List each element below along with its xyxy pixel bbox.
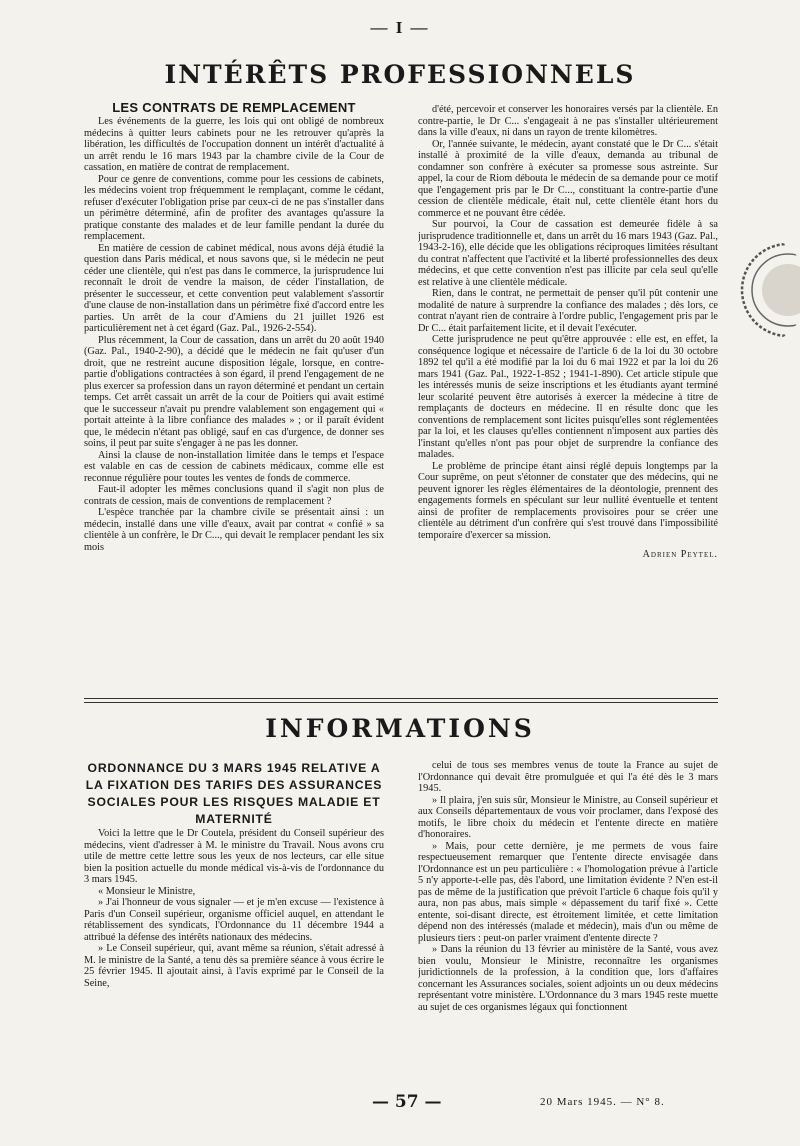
paragraph: Or, l'année suivante, le médecin, ayant constaté que le Dr C... s'était installé à proximité de la ville d'eaux, demanda au tribunal de condamner son confrère à exécuter sa promesse sous astreinte. Sur appel, la cour de Riom débouta le médecin de sa demande pour ce motif que l'engagement pris par le Dr C..., constituant la contre-partie d'une cession de clientèle médicale, était nul, cette clientèle étant hors du commerce et ne pouvant être cédée. — [418, 138, 718, 219]
column-right-ordonnance — [418, 760, 718, 1100]
paragraph: Pour ce genre de conventions, comme pour les cessions de cabinets, les médecins voient trop fréquemment le remplaçant, comme le cédant, refuser d'exécuter l'obligation prise par ceux-ci de ne pas s'installer dans un périmètre déterminé, afin de profiter des avantages qu'assure la pratique constante des malades et de leur famille pendant la durée du remplacement. — [84, 173, 384, 242]
paragraph: Faut-il adopter les mêmes conclusions quand il s'agit non plus de contrats de cession, mais de conventions de remplacement ? — [84, 484, 384, 507]
paragraph: » J'ai l'honneur de vous signaler — et je m'en excuse — l'existence à Paris d'un Conseil supérieur, organisme officiel auquel, en attendant le rétablissement des syndicats, l'Ordonnance du 11 décembre 1944 a attribué la défense des intérêts nationaux des médecins. — [84, 897, 384, 943]
section-title-informations: INFORMATIONS — [265, 714, 535, 743]
paragraph: Le problème de principe étant ainsi réglé depuis longtemps par la Cour suprême, on peut s'étonner de constater que des médecins, qui ne peuvent ignorer les règles élémentaires de la déontologie, prennent des engagements formels en spéculant sur leur nullité éventuelle et tentent ainsi de profiter de remplacements provisoires pour se créer une clientèle au détriment d'un confrère qui s'est trouvé dans l'impossibilité temporaire d'exercer sa mission. — [418, 460, 718, 541]
paragraph-group-right — [418, 760, 718, 1013]
paragraph: Voici la lettre que le Dr Coutela, président du Conseil supérieur des médecins, vient d'adresser à M. le ministre du Travail. Nous avons cru utile de mettre cette lettre sous les yeux de nos lecteurs, car elle situe bien la position actuelle du monde médical vis-à-vis de l'ordonnance du 3 mars 1945. — [84, 828, 384, 885]
paragraph: « Monsieur le Ministre, — [98, 885, 196, 897]
paragraph: Plus récemment, la Cour de cassation, dans un arrêt du 20 août 1940 (Gaz. Pal., 1940-2-90), a décidé que le médecin ne fait qu'user d'un droit, que ne restreint aucune disposition légale, lorsque, en contre-partie d'obligations contractées à son égard, il prend l'engagement de ne plus exercer sa profession dans un rayon déterminé et pendant un certain temps. Cet arrêt cassait un arrêt de la cour de Poitiers qui avait estimé que le successeur n'avait pu prendre valablement son engagement qui « portait atteinte à la libre confiance des malades » ; or il paraît évident que, le médecin n'étant pas obligé, sauf en cas d'urgence, de donner ses soins, il peut par suite s'engager à ne pas les donner. — [84, 334, 384, 449]
paragraph: Ainsi la clause de non-installation limitée dans le temps et l'espace est valable en cas de cession de cabinets médicaux, comme elle est reconnue régulière pour toutes les ventes de fonds de commerce. — [84, 449, 384, 484]
article-title-ordonnance: ORDONNANCE DU 3 MARS 1945 RELATIVE A LA FIXATION DES TARIFS DES ASSURANCES SOCIALES POUR LES RISQUES MALADIE ET MATERNITÉ — [85, 761, 383, 826]
column-left-contrats — [84, 100, 384, 675]
paragraph: Sur pourvoi, la Cour de cassation est demeurée fidèle à sa jurisprudence traditionnelle et, dans un arrêt du 16 mars 1943 (Gaz. Pal., 1943-2-16), elle décide que les obligations réciproques limitées résultant du contrat n'affectent que l'activité et la liberté professionnelles des deux médecins, et que cette convention n'est pas illicite par cela seul qu'elle est relative à une clientèle médicale. — [418, 219, 718, 288]
paragraph: » Mais, pour cette dernière, je me permets de vous faire respectueusement remarquer que l'entente directe envisagée dans l'Ordonnance est un peu particulière : « l'homologation prévue à l'article 5 n'y apporte-t-elle pas, dès l'abord, une limitation évidente ? N'en est-il pas de même de la justification que prévoit l'article 6 chaque fois qu'il y aura, non pas abus, mais simple « dépassement du tarif fixé ». Cette entente, soi-disant directe, est étroitement limitée, et cette limitation dépend non des intéressés (malade et médecin), mais d'un ou même de plusieurs tiers : peut-on parler vraiment d'entente directe ? — [418, 840, 718, 944]
section-divider — [84, 702, 718, 703]
issue-date: 20 Mars 1945. — N° 8. — [540, 1096, 665, 1108]
article-title-contrats: LES CONTRATS DE REMPLACEMENT — [112, 100, 356, 115]
column-left-ordonnance — [84, 760, 384, 1100]
library-stamp — [736, 240, 800, 340]
paragraph: » Le Conseil supérieur, qui, avant même sa réunion, s'était adressé à M. le ministre de la Santé, a tenu dès sa première séance à vous écrire le 25 février 1945. Il ajoutait ainsi, à l'avis exprimé par le Conseil de la Seine, — [84, 943, 384, 989]
paragraph: » Dans la réunion du 13 février au ministère de la Santé, vous avez bien voulu, Monsieur le Ministre, reconnaître les organismes juridictionnels de la profession, à la condition que, lors d'affaires concernant les Assurances sociales, soient adjoints un ou deux médecins représentant votre ministère. L'Ordonnance du 3 mars 1945 reste muette au sujet de ces organismes légaux qui fonctionnent — [418, 944, 718, 1013]
paragraph: L'espèce tranchée par la chambre civile se présentait ainsi : un médecin, installé dans une ville d'eaux, avait par contrat « confié » sa clientèle à un confrère, le Dr C..., qui devait le remplacer pendant les six mois — [84, 507, 384, 553]
section-title-interets: INTÉRÊTS PROFESSIONNELS — [164, 60, 636, 89]
paragraph: d'été, percevoir et conserver les honoraires versés par la clientèle. En contre-partie, le Dr C... s'engageait à ne pas s'installer ultérieurement dans la ville d'eaux, ni dans un rayon de trente kilomètres. — [418, 104, 718, 138]
page-footer — [0, 1092, 800, 1112]
column-right-contrats — [418, 104, 718, 700]
paragraph: celui de tous ses membres venus de toute la France au sujet de l'Ordonnance qui devait être promulguée et qui l'a été dès le 3 mars 1945. — [418, 760, 718, 794]
paragraph-group-left — [84, 116, 384, 553]
paragraph: Rien, dans le contrat, ne permettait de penser qu'il pût contenir une modalité de nature à surprendre la confiance des malades ; dès lors, ce contrat n'ayant rien de contraire à l'ordre public, l'engagement pris par le Dr C... était parfaitement licite, et il devait l'exécuter. — [418, 288, 718, 334]
stamp-seal-icon — [736, 240, 800, 340]
paragraph: Cette jurisprudence ne peut qu'être approuvée : elle est, en effet, la conséquence logique et nécessaire de l'article 6 de la loi du 30 octobre 1892 tel qu'il a été modifié par la loi du 6 mai 1922 et par la loi du 26 mars 1941 (Gaz. Pal., 1922-1-852 ; 1941-1-890). Cet article stipule que les intéressés munis de seize inscriptions et les étudiants ayant terminé leur scolarité peuvent être autorisés à exercer la médecine à titre de remplaçants de docteurs en médecine. Il en résulte donc que les conventions de remplacement sont licites puisqu'elles sont réglementées par la loi, et les clauses qu'elles contiennent n'imposent aux parties dès l'instant qu'elles n'ont pas pour objet de surprendre la confiance des malades. — [418, 334, 718, 460]
page-number: — 57 — — [372, 1092, 442, 1112]
running-head: — I — — [370, 18, 430, 37]
paragraph: En matière de cession de cabinet médical, nous avons déjà étudié la question dans Paris médical, et nous savons que, si le médecin ne peut céder une clientèle, qui n'est pas dans le commerce, la jurisprudence lui reconnaît le droit de vendre la maison, de céder l'installation, de présenter le successeur, et cette convention peut valablement s'assortir d'une clause de non-installation dans un périmètre fixé d'accord entre les parties. Un arrêt de la cour d'Amiens du 21 juillet 1926 est particulièrement net à cet égard (Gaz. Pal., 1926-2-554). — [84, 242, 384, 334]
author-signature: Adrien Peytel. — [642, 549, 718, 560]
paragraph-group-right — [418, 104, 718, 541]
paragraph: » Il plaira, j'en suis sûr, Monsieur le Ministre, au Conseil supérieur et aux Conseils départementaux de vous voir proclamer, dans l'exposé des motifs, le libre choix du médecin et l'entente directe en matière d'honoraires. — [418, 794, 718, 840]
section-divider — [84, 698, 718, 699]
paragraph-group-left — [84, 828, 384, 989]
paragraph: Les événements de la guerre, les lois qui ont obligé de nombreux médecins à quitter leurs cabinets pour ne les retrouver qu'après la libération, les difficultés de l'occupation donnent un intérêt d'actualité à un arrêt rendu le 16 mars 1943 par la chambre civile de la Cour de cassation, en matière de contrat de remplacement. — [84, 116, 384, 173]
